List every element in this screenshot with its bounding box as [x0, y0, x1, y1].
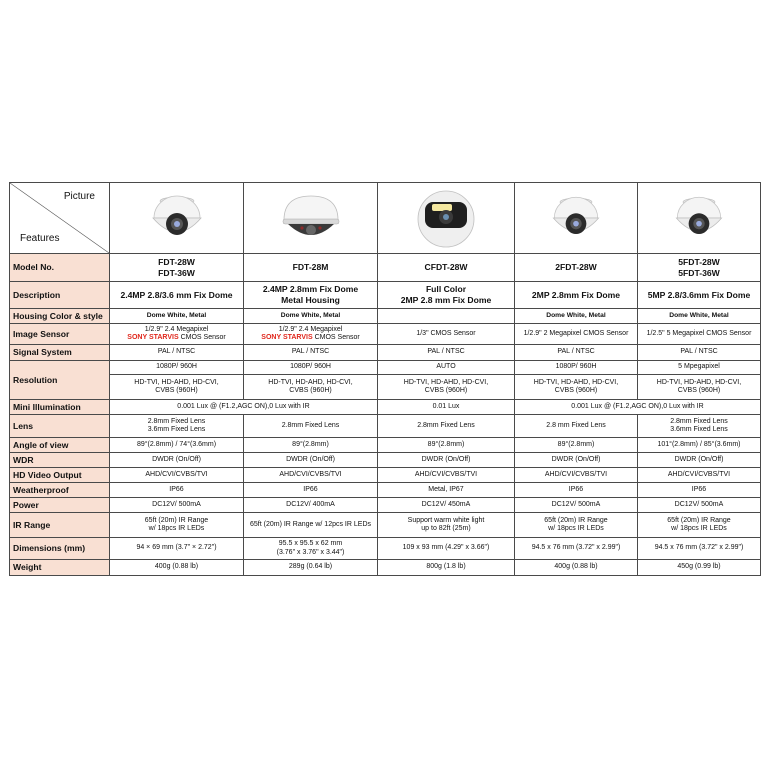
- description-cell: Full Color 2MP 2.8 mm Fix Dome: [378, 282, 515, 309]
- sensor-cell: 1/3" CMOS Sensor: [378, 324, 515, 345]
- resolution-top-cell: 1080P/ 960H: [110, 361, 244, 375]
- ir-cell: 65ft (20m) IR Range w/ 12pcs IR LEDs: [244, 513, 378, 538]
- sensor-cell: 1/2.5" 5 Megapixel CMOS Sensor: [638, 324, 761, 345]
- resolution-bottom-cell: HD-TVI, HD-AHD, HD-CVI, CVBS (960H): [515, 375, 638, 400]
- resolution-bottom-cell: HD-TVI, HD-AHD, HD-CVI, CVBS (960H): [378, 375, 515, 400]
- dimensions-cell: 94 × 69 mm (3.7" × 2.72"): [110, 538, 244, 560]
- illumination-cell-left: 0.001 Lux @ (F1.2,AGC ON),0 Lux with IR: [110, 400, 378, 415]
- sensor-cell: 1/2.9" 2.4 Megapixel SONY STARVIS CMOS Sensor: [110, 324, 244, 345]
- row-label-ir-range: IR Range: [10, 513, 110, 538]
- power-cell: DC12V/ 500mA: [515, 498, 638, 513]
- camera-image-3: [378, 183, 515, 254]
- weight-cell: 289g (0.64 lb): [244, 560, 378, 576]
- spec-comparison-table: [9, 182, 761, 576]
- ir-cell: Support warm white light up to 82ft (25m): [378, 513, 515, 538]
- angle-cell: 89°(2.8mm): [244, 438, 378, 453]
- weatherproof-cell: IP66: [244, 483, 378, 498]
- camera-image-4: [515, 183, 638, 254]
- weatherproof-cell: IP66: [638, 483, 761, 498]
- hd-output-cell: AHD/CVI/CVBS/TVI: [244, 468, 378, 483]
- lens-cell: 2.8mm Fixed Lens: [244, 415, 378, 438]
- resolution-top-cell: 5 Mpegapixel: [638, 361, 761, 375]
- resolution-bottom-cell: HD-TVI, HD-AHD, HD-CVI, CVBS (960H): [110, 375, 244, 400]
- weight-cell: 450g (0.99 lb): [638, 560, 761, 576]
- full-color-camera-icon: [409, 186, 483, 250]
- resolution-top-cell: 1080P/ 960H: [515, 361, 638, 375]
- row-label-housing: Housing Color & style: [10, 309, 110, 324]
- dimensions-cell: 109 x 93 mm (4.29" x 3.66"): [378, 538, 515, 560]
- camera-image-1: [110, 183, 244, 254]
- housing-cell: [378, 309, 515, 324]
- dome-camera-icon: [142, 188, 212, 248]
- sony-starvis-text: SONY STARVIS: [127, 334, 179, 341]
- weatherproof-cell: Metal, IP67: [378, 483, 515, 498]
- row-label-image-sensor: Image Sensor: [10, 324, 110, 345]
- row-label-signal: Signal System: [10, 345, 110, 361]
- hd-output-cell: AHD/CVI/CVBS/TVI: [638, 468, 761, 483]
- wdr-cell: DWDR (On/Off): [110, 453, 244, 468]
- illumination-cell-mid: 0.01 Lux: [378, 400, 515, 415]
- resolution-bottom-cell: HD-TVI, HD-AHD, HD-CVI, CVBS (960H): [638, 375, 761, 400]
- row-label-hd-output: HD Video Output: [10, 468, 110, 483]
- resolution-top-cell: 1080P/ 960H: [244, 361, 378, 375]
- row-label-description: Description: [10, 282, 110, 309]
- row-label-weight: Weight: [10, 560, 110, 576]
- angle-cell: 89°(2.8mm): [515, 438, 638, 453]
- sensor-cell: 1/2.9" 2 Megapixel CMOS Sensor: [515, 324, 638, 345]
- model-cell: FDT-28M: [244, 254, 378, 282]
- description-cell: 2.4MP 2.8/3.6 mm Fix Dome: [110, 282, 244, 309]
- signal-cell: PAL / NTSC: [638, 345, 761, 361]
- housing-cell: Dome White, Metal: [515, 309, 638, 324]
- row-label-lens: Lens: [10, 415, 110, 438]
- dimensions-cell: 94.5 x 76 mm (3.72" x 2.99"): [638, 538, 761, 560]
- resolution-bottom-cell: HD-TVI, HD-AHD, HD-CVI, CVBS (960H): [244, 375, 378, 400]
- weatherproof-cell: IP66: [110, 483, 244, 498]
- row-label-dimensions: Dimensions (mm): [10, 538, 110, 560]
- angle-cell: 101°(2.8mm) / 85°(3.6mm): [638, 438, 761, 453]
- row-label-power: Power: [10, 498, 110, 513]
- ir-cell: 65ft (20m) IR Range w/ 18pcs IR LEDs: [110, 513, 244, 538]
- sensor-cell: 1/2.9" 2.4 Megapixel SONY STARVIS CMOS Sensor: [244, 324, 378, 345]
- hd-output-cell: AHD/CVI/CVBS/TVI: [515, 468, 638, 483]
- description-cell: 5MP 2.8/3.6mm Fix Dome: [638, 282, 761, 309]
- wdr-cell: DWDR (On/Off): [515, 453, 638, 468]
- ir-cell: 65ft (20m) IR Range w/ 18pcs IR LEDs: [515, 513, 638, 538]
- model-cell: 2FDT-28W: [515, 254, 638, 282]
- housing-cell: Dome White, Metal: [244, 309, 378, 324]
- housing-cell: Dome White, Metal: [110, 309, 244, 324]
- row-label-weatherproof: Weatherproof: [10, 483, 110, 498]
- power-cell: DC12V/ 500mA: [110, 498, 244, 513]
- dimensions-cell: 95.5 x 95.5 x 62 mm (3.76" x 3.76" x 3.44"): [244, 538, 378, 560]
- model-cell: 5FDT-28W 5FDT-36W: [638, 254, 761, 282]
- sony-starvis-text: SONY STARVIS: [261, 334, 313, 341]
- header-corner-cell: [10, 183, 110, 254]
- housing-cell: Dome White, Metal: [638, 309, 761, 324]
- row-label-angle: Angle of view: [10, 438, 110, 453]
- lens-cell: 2.8 mm Fixed Lens: [515, 415, 638, 438]
- ir-cell: 65ft (20m) IR Range w/ 18pcs IR LEDs: [638, 513, 761, 538]
- illumination-cell-right: 0.001 Lux @ (F1.2,AGC ON),0 Lux with IR: [515, 400, 761, 415]
- signal-cell: PAL / NTSC: [378, 345, 515, 361]
- description-cell: 2MP 2.8mm Fix Dome: [515, 282, 638, 309]
- signal-cell: PAL / NTSC: [515, 345, 638, 361]
- camera-image-5: [638, 183, 761, 254]
- weatherproof-cell: IP66: [515, 483, 638, 498]
- weight-cell: 400g (0.88 lb): [110, 560, 244, 576]
- features-header-label: Features: [20, 232, 60, 244]
- wdr-cell: DWDR (On/Off): [638, 453, 761, 468]
- dome-camera-icon: [666, 188, 732, 248]
- weight-cell: 400g (0.88 lb): [515, 560, 638, 576]
- picture-header-label: Picture: [63, 191, 95, 202]
- metal-dome-camera-icon: [274, 188, 348, 248]
- signal-cell: PAL / NTSC: [244, 345, 378, 361]
- model-cell: FDT-28W FDT-36W: [110, 254, 244, 282]
- wdr-cell: DWDR (On/Off): [244, 453, 378, 468]
- description-cell: 2.4MP 2.8mm Fix Dome Metal Housing: [244, 282, 378, 309]
- dimensions-cell: 94.5 x 76 mm (3.72" x 2.99"): [515, 538, 638, 560]
- power-cell: DC12V/ 500mA: [638, 498, 761, 513]
- angle-cell: 89°(2.8mm) / 74°(3.6mm): [110, 438, 244, 453]
- camera-image-2: [244, 183, 378, 254]
- lens-cell: 2.8mm Fixed Lens 3.6mm Fixed Lens: [638, 415, 761, 438]
- dome-camera-icon: [543, 188, 609, 248]
- lens-cell: 2.8mm Fixed Lens: [378, 415, 515, 438]
- lens-cell: 2.8mm Fixed Lens 3.6mm Fixed Lens: [110, 415, 244, 438]
- signal-cell: PAL / NTSC: [110, 345, 244, 361]
- row-label-mini-illumination: Mini Illumination: [10, 400, 110, 415]
- hd-output-cell: AHD/CVI/CVBS/TVI: [378, 468, 515, 483]
- power-cell: DC12V/ 400mA: [244, 498, 378, 513]
- resolution-top-cell: AUTO: [378, 361, 515, 375]
- hd-output-cell: AHD/CVI/CVBS/TVI: [110, 468, 244, 483]
- model-cell: CFDT-28W: [378, 254, 515, 282]
- power-cell: DC12V/ 450mA: [378, 498, 515, 513]
- row-label-wdr: WDR: [10, 453, 110, 468]
- wdr-cell: DWDR (On/Off): [378, 453, 515, 468]
- row-label-model: Model No.: [10, 254, 110, 282]
- weight-cell: 800g (1.8 lb): [378, 560, 515, 576]
- row-label-resolution: Resolution: [10, 361, 110, 400]
- angle-cell: 89°(2.8mm): [378, 438, 515, 453]
